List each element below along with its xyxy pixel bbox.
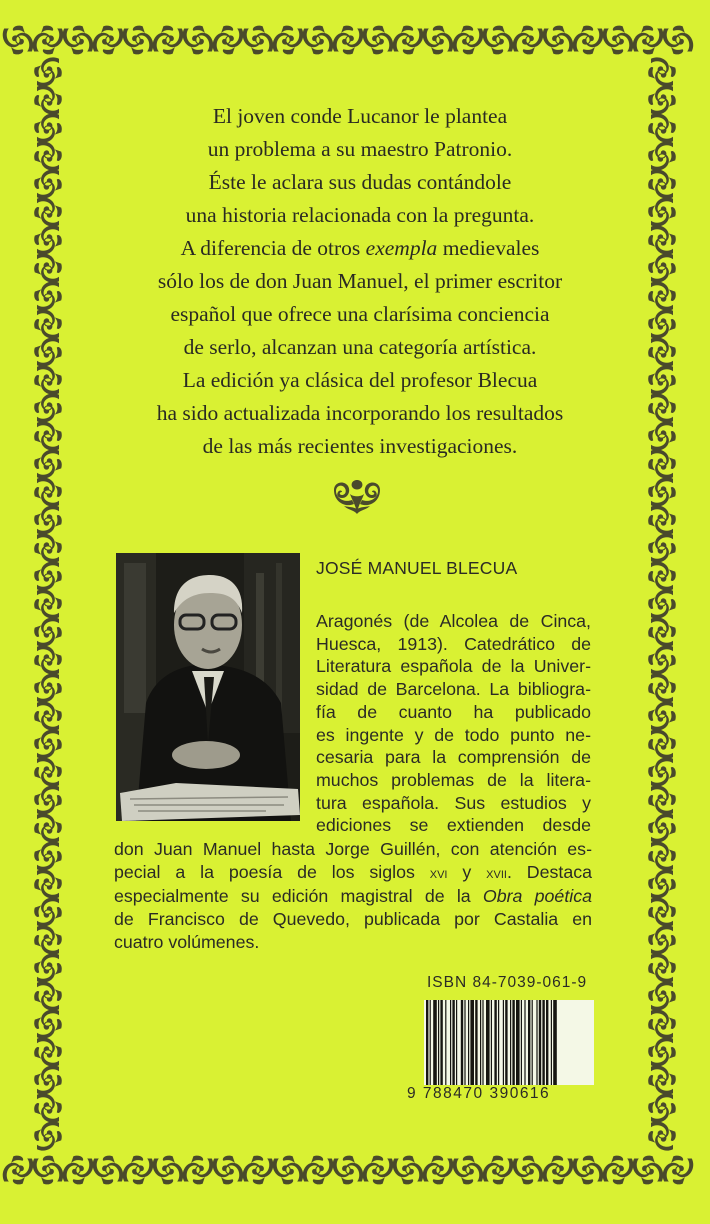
border-ornament-icon (648, 981, 676, 1010)
border-ornament-icon (34, 253, 62, 282)
blurb-line: una historia relacionada con la pregunta. (185, 203, 535, 227)
barcode-bar (491, 1000, 492, 1085)
barcode-bar (503, 1000, 504, 1085)
border-ornament-icon (3, 1156, 34, 1185)
border-ornament-icon (648, 729, 676, 758)
border-ornament-icon (93, 26, 124, 55)
border-ornament-icon (648, 701, 676, 730)
border-ornament-icon (453, 26, 484, 55)
bio-small-caps: xvii (486, 864, 507, 882)
border-ornament-icon (648, 953, 676, 982)
border-ornament-icon (648, 169, 676, 198)
border-ornament-icon (34, 365, 62, 394)
border-ornament-icon (648, 925, 676, 954)
blurb-text (110, 100, 610, 463)
bio-line: tura española. Sus estudios y (316, 792, 591, 813)
barcode-bar (521, 1000, 522, 1085)
bio-line: cuatro volúmenes. (114, 931, 260, 952)
border-ornament-icon (648, 225, 676, 254)
border-ornament-icon (34, 505, 62, 534)
border-ornament-icon (213, 1156, 244, 1185)
bio-line: muchos problemas de la litera- (316, 769, 591, 790)
border-ornament-icon (34, 1121, 62, 1150)
border-ornament-icon (648, 645, 676, 674)
blurb-fragment: A diferencia de otros (180, 236, 366, 260)
bio-small-caps: xvi (429, 864, 448, 882)
border-ornament-icon (648, 421, 676, 450)
blurb-fragment: medievales (437, 236, 540, 260)
border-ornament-icon (648, 309, 676, 338)
bio-italic: Obra poética (482, 886, 592, 907)
blurb-italic: exempla (365, 236, 438, 260)
barcode-bar (480, 1000, 481, 1085)
border-ornament-icon (573, 1156, 604, 1185)
border-ornament-icon (648, 617, 676, 646)
bio-line: de Francisco de Quevedo, publicada por Castalia en (114, 909, 592, 930)
barcode-bar (532, 1000, 533, 1085)
border-ornament-icon (648, 253, 676, 282)
blurb-line: La edición ya clásica del profesor Blecua (182, 368, 538, 392)
border-ornament-icon (34, 953, 62, 982)
barcode-bar (542, 1000, 544, 1085)
border-ornament-icon (33, 26, 64, 55)
border-ornament-icon (34, 785, 62, 814)
border-ornament-icon (648, 1065, 676, 1094)
border-ornament-icon (34, 701, 62, 730)
ornament-fleuron-icon (330, 476, 384, 516)
border-ornament-icon (34, 561, 62, 590)
border-ornament-icon (648, 57, 676, 86)
blurb-line: sólo los de don Juan Manuel, el primer escritor (157, 269, 563, 293)
author-portrait-image (116, 553, 300, 821)
barcode-bar (470, 1000, 474, 1085)
barcode-bar (498, 1000, 499, 1085)
border-ornament-icon (34, 757, 62, 786)
bio-fragment: y (447, 861, 487, 882)
border-ornament-icon (648, 197, 676, 226)
barcode-bar (452, 1000, 454, 1085)
barcode-bar (510, 1000, 511, 1085)
border-ornament-icon (303, 1156, 334, 1185)
border-ornament-icon (34, 393, 62, 422)
border-ornament-icon (423, 1156, 454, 1185)
border-ornament-icon (273, 1156, 304, 1185)
border-ornament-icon (34, 141, 62, 170)
border-ornament-icon (34, 981, 62, 1010)
border-ornament-icon (648, 113, 676, 142)
border-ornament-icon (34, 925, 62, 954)
border-ornament-icon (34, 57, 62, 86)
barcode-bar (516, 1000, 520, 1085)
bio-line: ediciones se extienden desde (316, 815, 591, 836)
border-ornament-icon (243, 1156, 274, 1185)
border-ornament-icon (648, 393, 676, 422)
bio-fragment: pecial a la poesía de los siglos (114, 861, 430, 882)
barcode-bar (482, 1000, 483, 1085)
border-ornament-icon (363, 1156, 394, 1185)
border-ornament-icon (34, 309, 62, 338)
border-ornament-icon (123, 1156, 154, 1185)
blurb-line: El joven conde Lucanor le plantea (212, 104, 508, 128)
author-name: JOSÉ MANUEL BLECUA (316, 558, 518, 578)
border-ornament-icon (603, 26, 634, 55)
border-ornament-icon (333, 1156, 364, 1185)
barcode-digits: 9 788470 390616 (407, 1085, 551, 1102)
border-ornament-icon (648, 1037, 676, 1066)
bio-line: cesaria para la comprensión de (316, 747, 591, 768)
barcode-bar (536, 1000, 537, 1085)
border-ornament-icon (648, 561, 676, 590)
border-ornament-icon (34, 813, 62, 842)
border-ornament-icon (34, 225, 62, 254)
border-ornament-icon (543, 26, 574, 55)
border-ornament-icon (183, 1156, 214, 1185)
border-ornament-icon (453, 1156, 484, 1185)
bio-line (114, 885, 592, 908)
border-ornament-icon (34, 337, 62, 366)
border-ornament-icon (34, 113, 62, 142)
border-ornament-icon (183, 26, 214, 55)
bio-line: Huesca, 1913). Catedrático de (316, 633, 591, 654)
border-ornament-icon (543, 1156, 574, 1185)
border-ornament-icon (34, 169, 62, 198)
border-ornament-icon (648, 505, 676, 534)
border-ornament-icon (34, 729, 62, 758)
border-ornament-icon (34, 421, 62, 450)
barcode-bar (524, 1000, 525, 1085)
border-ornament-icon (423, 26, 454, 55)
barcode-bar (539, 1000, 541, 1085)
barcode-bar (430, 1000, 431, 1085)
barcode-bar (426, 1000, 428, 1085)
border-ornament-icon (363, 26, 394, 55)
border-ornament-icon (648, 533, 676, 562)
barcode-bar (528, 1000, 530, 1085)
barcode (424, 1000, 594, 1085)
blurb-line: ha sido actualizada incorporando los resultados (156, 401, 564, 425)
bio-line: don Juan Manuel hasta Jorge Guillén, con atención es- (114, 839, 592, 859)
blurb-line (110, 232, 610, 265)
border-ornament-icon (34, 897, 62, 926)
border-ornament-icon (393, 26, 424, 55)
border-ornament-icon (34, 449, 62, 478)
border-ornament-icon (648, 141, 676, 170)
border-ornament-icon (648, 757, 676, 786)
blurb-line: español que ofrece una clarísima conciencia (170, 302, 550, 326)
barcode-bar (464, 1000, 465, 1085)
border-ornament-icon (573, 26, 604, 55)
border-ornament-icon (333, 26, 364, 55)
border-ornament-icon (34, 869, 62, 898)
border-ornament-icon (34, 673, 62, 702)
barcode-bar (505, 1000, 507, 1085)
border-ornament-icon (63, 1156, 94, 1185)
border-ornament-icon (34, 1037, 62, 1066)
barcode-bar (461, 1000, 463, 1085)
border-ornament-icon (648, 1093, 676, 1122)
border-ornament-icon (648, 85, 676, 114)
border-ornament-icon (34, 617, 62, 646)
blurb-line: un problema a su maestro Patronio. (207, 137, 513, 161)
border-ornament-icon (34, 85, 62, 114)
border-ornament-icon (213, 26, 244, 55)
barcode-bar (551, 1000, 552, 1085)
bio-fragment: . Destaca (506, 861, 592, 882)
barcode-bar (494, 1000, 496, 1085)
border-ornament-icon (93, 1156, 124, 1185)
barcode-bar (475, 1000, 477, 1085)
bio-fragment: especialmente su edición magistral de la (114, 886, 483, 907)
barcode-bar (456, 1000, 457, 1085)
border-ornament-icon (648, 589, 676, 618)
bio-line: Literatura española de la Univer- (316, 656, 591, 677)
border-ornament-icon (633, 26, 664, 55)
border-ornament-icon (34, 477, 62, 506)
border-ornament-icon (303, 26, 334, 55)
barcode-bar (553, 1000, 557, 1085)
barcode-bar (546, 1000, 548, 1085)
border-ornament-icon (34, 197, 62, 226)
barcode-bar (450, 1000, 451, 1085)
border-ornament-icon (34, 281, 62, 310)
author-portrait-photo (116, 553, 300, 821)
isbn-label: ISBN 84-7039-061-9 (427, 974, 588, 991)
blurb-line: de serlo, alcanzan una categoría artística. (183, 335, 537, 359)
border-ornament-icon (648, 365, 676, 394)
border-ornament-icon (648, 813, 676, 842)
border-ornament-icon (648, 1121, 676, 1150)
border-ornament-icon (34, 1093, 62, 1122)
border-ornament-icon (34, 841, 62, 870)
border-ornament-icon (513, 26, 544, 55)
border-ornament-icon (483, 26, 514, 55)
border-ornament-icon (648, 449, 676, 478)
bio-line: fía de cuanto ha publicado (316, 701, 591, 722)
border-ornament-icon (648, 673, 676, 702)
barcode-bar (438, 1000, 439, 1085)
border-ornament-icon (273, 26, 304, 55)
border-ornament-icon (63, 26, 94, 55)
bio-line (114, 861, 592, 886)
border-ornament-icon (153, 26, 184, 55)
author-bio-continued (114, 838, 592, 954)
barcode-bar (512, 1000, 514, 1085)
border-ornament-icon (648, 477, 676, 506)
bio-line: es ingente y de todo punto ne- (316, 724, 591, 745)
border-ornament-icon (123, 26, 154, 55)
border-ornament-icon (648, 337, 676, 366)
barcode-bar (486, 1000, 490, 1085)
border-ornament-icon (34, 533, 62, 562)
border-ornament-icon (34, 1009, 62, 1038)
border-ornament-icon (3, 26, 34, 55)
border-ornament-icon (153, 1156, 184, 1185)
author-bio (316, 610, 591, 837)
blurb-line: Éste le aclara sus dudas contándole (208, 170, 512, 194)
border-ornament-icon (34, 1065, 62, 1094)
barcode-bar (445, 1000, 446, 1085)
border-ornament-icon (483, 1156, 514, 1185)
border-ornament-icon (648, 785, 676, 814)
bio-line: Aragonés (de Alcolea de Cinca, (316, 611, 591, 631)
border-ornament-icon (243, 26, 274, 55)
border-ornament-icon (603, 1156, 634, 1185)
border-ornament-icon (393, 1156, 424, 1185)
border-ornament-icon (34, 589, 62, 618)
border-ornament-icon (648, 281, 676, 310)
border-ornament-icon (513, 1156, 544, 1185)
border-ornament-icon (663, 26, 694, 55)
border-ornament-icon (34, 645, 62, 674)
border-ornament-icon (663, 1156, 694, 1185)
border-ornament-icon (648, 869, 676, 898)
border-ornament-icon (648, 897, 676, 926)
border-ornament-icon (648, 1009, 676, 1038)
border-ornament-icon (648, 841, 676, 870)
barcode-bar (433, 1000, 437, 1085)
border-ornament-icon (633, 1156, 664, 1185)
barcode-bar (468, 1000, 469, 1085)
blurb-line: de las más recientes investigaciones. (202, 434, 518, 458)
border-ornament-icon (33, 1156, 64, 1185)
barcode-bar (440, 1000, 442, 1085)
bio-line: sidad de Barcelona. La bibliogra- (316, 679, 591, 700)
